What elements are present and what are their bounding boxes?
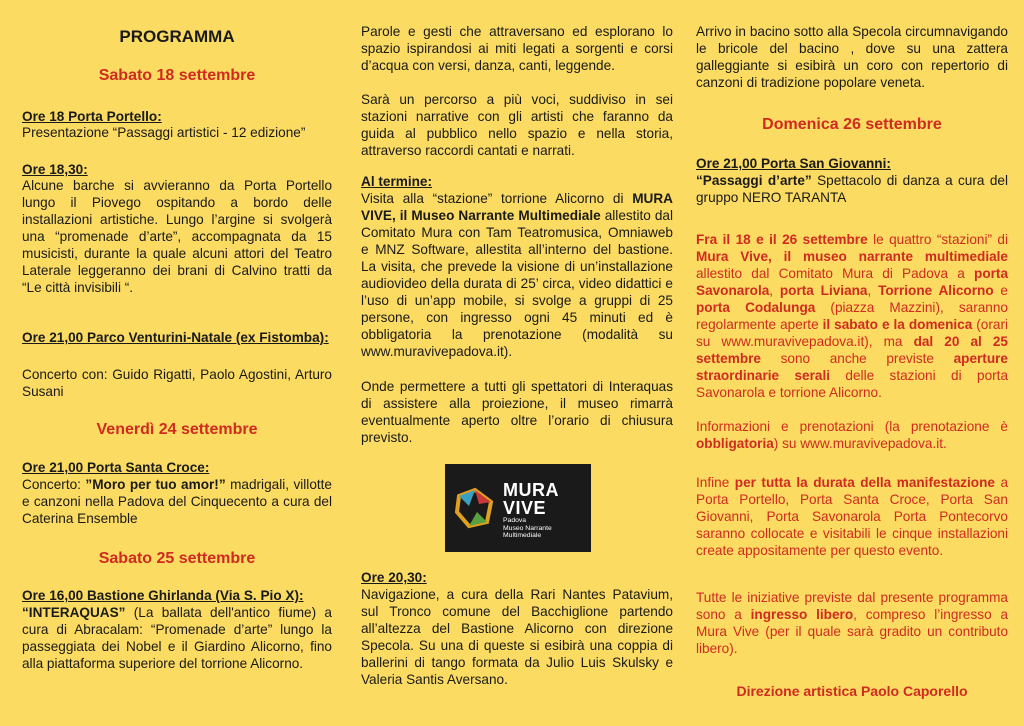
date-heading-18: Sabato 18 settembre: [98, 67, 256, 84]
paragraph: Sarà un percorso a più voci, suddiviso in sei stazioni narrative con gli artisti che faranno da guida al pubblico nello spazio e nella storia, attraverso raccordi cantati e narrati.: [361, 92, 673, 158]
event-text: “INTERAQUAS” (La ballata dell'antico fiume) a cura di Abracalam: “Promenade d’arte” lungo la passeggiata dei Nobel e il Giardino Alicorno, fino alla piattaforma superiore del torrione Alicorno.: [22, 605, 332, 671]
event-text: Navigazione, a cura della Rari Nantes Patavium, sul Tronco comune del Bacchiglione partendo all’altezza del Bastione Alicorno con direzione Specola. Su una di queste si esibirà una coppia di ballerini di tango formata da Julio Luis Skulsky e Valeria Santis Aversano.: [361, 587, 673, 687]
column-1: [22, 0, 332, 726]
date-heading-26: Domenica 26 settembre: [762, 116, 942, 133]
info-paragraph: Infine per tutta la durata della manifestazione a Porta Portello, Porta Santa Croce, Porta San Giovanni, Porta Savonarola Porta Pontecorvo saranno collocate e visitabili le cinque installazioni create appositamente per questo evento.: [696, 475, 1008, 558]
info-paragraph: Fra il 18 e il 26 settembre le quattro “stazioni” di Mura Vive, il museo narrante multimediale allestito dal Comitato Mura di Padova a porta Savonarola, porta Liviana, Torrione Alicorno e porta Codalunga (piazza Mazzini), saranno regolarmente aperte il sabato e la domenica (orari su www.muravivepadova.it), ma dal 20 al 25 settembre sono anche previste aperture straordinarie serali delle stazioni di porta Savonarola e torrione Alicorno.: [696, 232, 1009, 400]
mura-vive-logo-icon: [451, 482, 503, 534]
info-paragraph: Informazioni e prenotazioni (la prenotazione è obbligatoria) su www.muravivepadova.it.: [696, 419, 1008, 451]
event-heading: Ore 21,00 Porta Santa Croce:: [22, 460, 210, 475]
info-paragraph: Tutte le iniziative previste dal presente programma sono a ingresso libero, compreso l’ingresso a Mura Vive (per il quale sarà gradito un contributo libero).: [696, 590, 1009, 656]
artistic-direction: Direzione artistica Paolo Caporello: [736, 683, 968, 699]
event-text: Concerto con: Guido Rigatti, Paolo Agostini, Arturo Susani: [22, 367, 332, 399]
event-text: Concerto: ”Moro per tuo amor!” madrigali, villotte e canzoni nella Padova del Cinquecento a cura del Caterina Ensemble: [22, 477, 332, 526]
event-heading: Ore 20,30:: [361, 570, 427, 585]
mura-vive-logo: [445, 464, 591, 552]
paragraph: Onde permettere a tutti gli spettatori di Interaquas di assistere alla proiezione, il museo rimarrà eventualmente aperto oltre l’orario di chiusura previsto.: [361, 379, 673, 445]
event-text: Presentazione “Passaggi artistici - 12 edizione”: [22, 125, 306, 140]
date-heading-24: Venerdì 24 settembre: [96, 421, 258, 438]
event-text: Visita alla “stazione” torrione Alicorno di MURA VIVE, il Museo Narrante Multimediale allestito dal Comitato Mura con Tam Teatromusica, Omniaweb e MNZ Software, allestita all’interno del bastione. La visita, che prevede la visione di un’installazione audiovideo della durata di 25’ circa, video didattici e l’uso di un’app mobile, si svolge a gruppi di 25 persone, con ingresso ogni 45 minuti ed è obbligatoria la prenotazione (modalità su www.muravivepadova.it).: [361, 191, 673, 359]
paragraph: Arrivo in bacino sotto alla Specola circumnavigando le bricole del bacino , dove su una zattera galleggiante si esibirà un coro con repertorio di canzoni di tradizione popolare veneta.: [696, 24, 1008, 90]
event-heading: Ore 18,30:: [22, 162, 88, 177]
logo-subtitle: Padova Museo Narrante Multimediale: [503, 517, 552, 539]
event-heading: Ore 21,00 Parco Venturini-Natale (ex Fistomba):: [22, 330, 329, 345]
column-2: [361, 0, 673, 726]
event-text: “Passaggi d’arte” Spettacolo di danza a cura del gruppo NERO TARANTA: [696, 173, 1008, 205]
event-heading: Ore 16,00 Bastione Ghirlanda (Via S. Pio X):: [22, 588, 304, 603]
event-heading: Al termine:: [361, 174, 433, 189]
date-heading-25: Sabato 25 settembre: [98, 550, 256, 567]
logo-title: MURA VIVE: [503, 480, 559, 518]
event-heading: Ore 18 Porta Portello:: [22, 109, 162, 124]
column-3: [696, 0, 1008, 726]
event-text: Alcune barche si avvieranno da Porta Portello lungo il Piovego ospitando a bordo delle installazioni artistiche. Lungo l’argine si svolgerà una “promenade d’arte”, accompagnata da 15 musicisti, durante la quale alcuni attori del Teatro Laterale leggeranno dei brani di Calvino tratti da “Le città invisibili “.: [22, 178, 332, 295]
program-title: PROGRAMMA: [119, 27, 235, 46]
paragraph: Parole e gesti che attraversano ed esplorano lo spazio ispirandosi ai miti legati a sorgenti e corsi d’acqua con versi, danza, canti, leggende.: [361, 24, 673, 73]
event-heading: Ore 21,00 Porta San Giovanni:: [696, 156, 891, 171]
